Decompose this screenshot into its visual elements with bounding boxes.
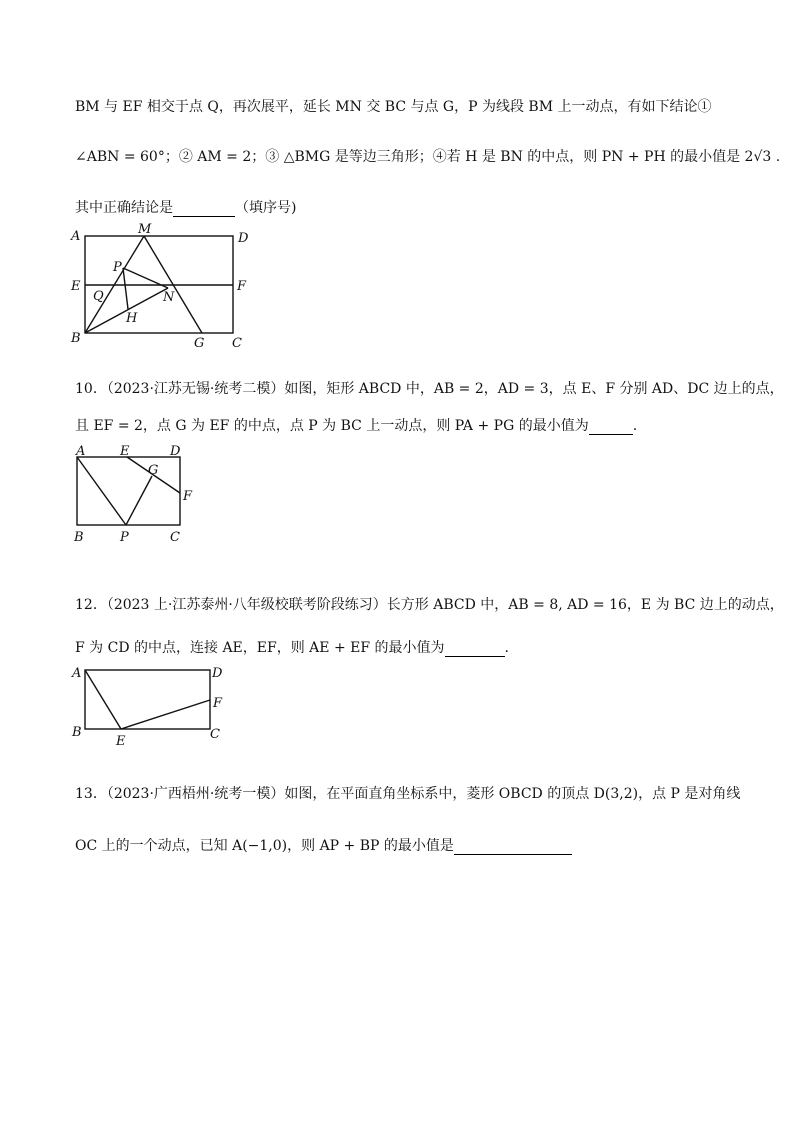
q12-label-d: D <box>212 666 223 681</box>
q12-label-f: F <box>213 696 223 711</box>
q9-label-f: F <box>237 279 247 294</box>
q10-answer-blank[interactable] <box>589 434 633 435</box>
q10-label-a: A <box>76 444 86 459</box>
q10-label-c: C <box>170 530 180 545</box>
q10-line-ap <box>77 457 126 525</box>
q12-line-ae <box>85 670 121 729</box>
q12-answer-blank[interactable] <box>445 656 505 657</box>
q9-label-e: E <box>71 279 81 294</box>
q9-label-q: Q <box>93 289 104 304</box>
q12-label-b: B <box>72 725 82 740</box>
q13-line2 <box>75 835 572 855</box>
q9-label-p: P <box>113 260 122 275</box>
q10-line2 <box>75 415 637 435</box>
q9-line-ph <box>123 268 128 309</box>
q9-line3-suffix: （填序号) <box>235 200 297 216</box>
q10-line1: 10．（2023·江苏无锡·统考二模）如图，矩形 ABCD 中，AB = 2，AD = 3，点 E、F 分别 AD、DC 边上的点， <box>75 381 784 397</box>
q9-label-g: G <box>194 336 205 350</box>
q10-figure <box>68 438 208 548</box>
q12-label-a: A <box>72 666 82 681</box>
q13-line2-prefix: OC 上的一个动点，已知 A(−1,0)，则 AP + BP 的最小值是 <box>75 838 454 854</box>
q10-line-pg <box>126 476 152 525</box>
q12-line2-suffix: . <box>504 640 509 656</box>
q9-line3 <box>75 197 296 217</box>
q12-line-ef <box>121 700 210 729</box>
q9-label-d: D <box>238 231 249 246</box>
q9-label-b: B <box>71 331 81 346</box>
q13-answer-blank[interactable] <box>454 854 572 855</box>
q10-label-p: P <box>120 530 129 545</box>
q10-label-d: D <box>170 444 181 459</box>
q10-label-b: B <box>74 530 84 545</box>
q10-label-f: F <box>183 489 193 504</box>
q9-line1: BM 与 EF 相交于点 Q，再次展平，延长 MN 交 BC 与点 G，P 为线段 BM 上一动点，有如下结论① <box>75 99 712 115</box>
q10-label-g: G <box>148 463 159 478</box>
q12-line1: 12．（2023 上·江苏泰州·八年级校联考阶段练习）长方形 ABCD 中，AB = 8, AD = 16，E 为 BC 边上的动点， <box>75 597 784 613</box>
q10-line2-suffix: . <box>632 418 638 434</box>
q13-line1: 13．（2023·广西梧州·统考一模）如图，在平面直角坐标系中，菱形 OBCD 的顶点 D(3,2)，点 P 是对角线 <box>75 786 741 802</box>
q10-line2-prefix: 且 EF = 2，点 G 为 EF 的中点，点 P 为 BC 上一动点，则 PA + PG 的最小值为 <box>75 418 589 434</box>
q12-line2-prefix: F 为 CD 的中点，连接 AE，EF，则 AE + EF 的最小值为 <box>75 640 445 656</box>
q9-figure <box>68 220 258 350</box>
q9-line3-prefix: 其中正确结论是 <box>75 200 173 216</box>
q12-line2 <box>75 637 509 657</box>
q9-line2: ∠ABN = 60°；② AM = 2；③ △BMG 是等边三角形；④若 H 是 BN 的中点，则 PN + PH 的最小值是 2√3 . <box>75 149 781 165</box>
q9-label-n: N <box>163 290 175 305</box>
q9-label-c: C <box>232 336 242 350</box>
q10-rectangle-abcd <box>77 457 180 525</box>
q12-label-c: C <box>210 727 220 742</box>
q9-label-h: H <box>126 311 138 326</box>
q10-label-e: E <box>120 444 130 459</box>
q9-label-m: M <box>138 222 152 237</box>
q9-label-a: A <box>71 229 81 244</box>
q9-answer-blank[interactable] <box>173 216 235 217</box>
q12-label-e: E <box>116 734 126 748</box>
q12-figure <box>68 658 228 748</box>
